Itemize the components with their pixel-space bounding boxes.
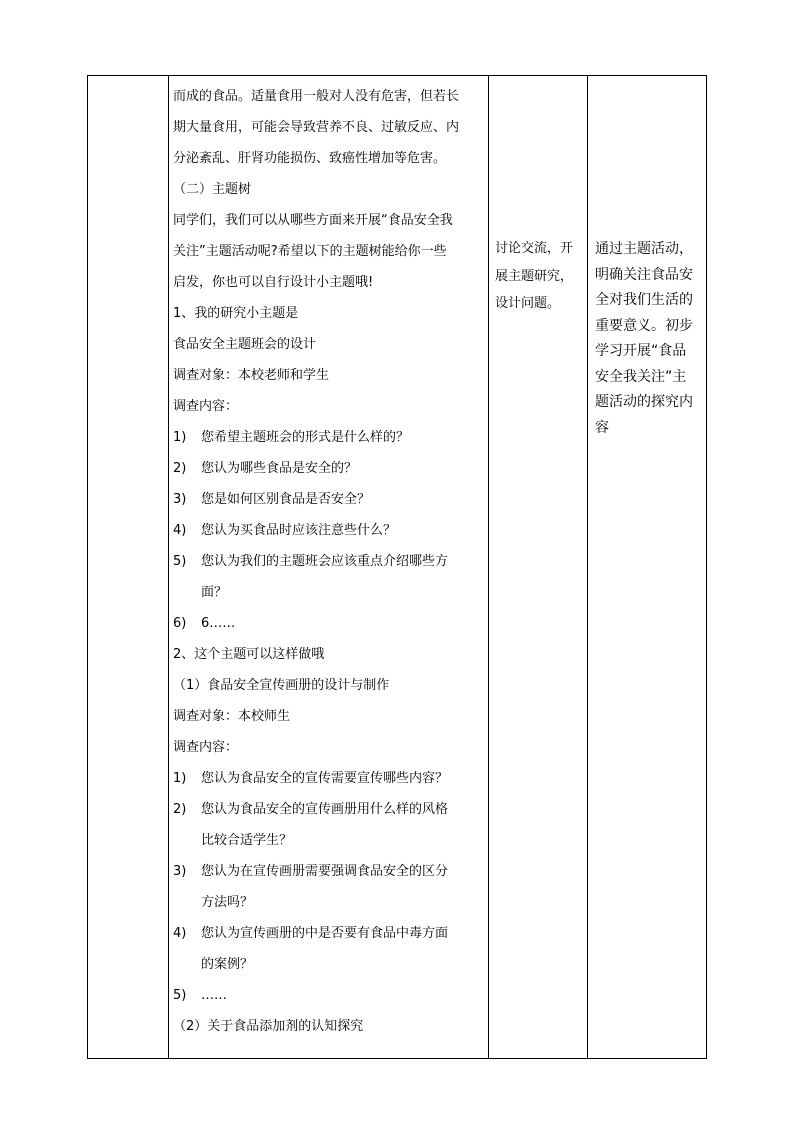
list-number: 3) [173, 864, 187, 879]
list-text: 您认为在宣传画册需要强调食品安全的区分 [201, 864, 449, 879]
text-line: 题活动的探究内 [595, 394, 693, 410]
text-line: 调查内容： [173, 740, 239, 755]
text-line: 而成的食品。适量食用一般对人没有危害，但若长 [173, 89, 460, 104]
list-text: 您认为我们的主题班会应该重点介绍哪些方 [201, 554, 449, 569]
text-line: 同学们，我们可以从哪些方面来开展“食品安全我 [173, 213, 453, 228]
text-line: 期大量食用，可能会导致营养不良、过敏反应、内 [173, 120, 460, 135]
list-item [173, 608, 487, 639]
student-activity-column [490, 75, 586, 318]
list-number: 2) [173, 802, 187, 817]
list-text: 您希望主题班会的形式是什么样的？ [201, 430, 410, 445]
text-line: 启发，你也可以自行设计小主题哦! [173, 275, 374, 290]
list-item [173, 856, 487, 887]
text-line: 全对我们生活的 [595, 292, 693, 308]
text-line: 调查对象：本校师生 [173, 709, 291, 724]
text-line: （2）关于食品添加剂的认知探究 [173, 1019, 364, 1034]
text-line: 调查对象：本校老师和学生 [173, 368, 330, 383]
list-number: 4) [173, 926, 187, 941]
list-item [173, 546, 487, 577]
list-text: 您认为买食品时应该注意些什么？ [201, 523, 397, 538]
text-line: 明确关注食品安 [595, 266, 693, 283]
list-item [173, 515, 487, 546]
list-number: 5) [173, 988, 187, 1003]
list-item [173, 484, 487, 515]
list-text: 您认为哪些食品是安全的？ [201, 461, 358, 476]
text-line: 食品安全主题班会的设计 [173, 337, 317, 352]
text-line: 设计问题。 [495, 296, 561, 311]
text-line: 通过主题活动， [595, 241, 693, 257]
text-line: 安全我关注”主 [595, 368, 687, 385]
list-item-continuation: 面？ [201, 585, 228, 600]
list-number: 2) [173, 461, 187, 476]
text-line: 学习开展“食品 [595, 343, 687, 359]
teaching-content-column [169, 75, 487, 1042]
list-item-continuation: 比较合适学生？ [201, 833, 293, 848]
list-item [173, 422, 487, 453]
list-text: 您认为宣传画册的中是否要有食品中毒方面 [201, 926, 449, 941]
list-text: 6…… [201, 616, 236, 631]
list-text: 您认为食品安全的宣传需要宣传哪些内容？ [201, 771, 449, 786]
text-line: 重要意义。初步 [595, 317, 693, 334]
list-number: 3) [173, 492, 187, 507]
list-text: 您认为食品安全的宣传画册用什么样的风格 [201, 802, 449, 817]
text-line: 容 [595, 419, 609, 436]
column-divider [488, 75, 489, 1059]
list-item [173, 453, 487, 484]
text-line: 2、这个主题可以这样做哦 [173, 647, 325, 662]
text-line: 关注”主题活动呢?希望以下的主题树能给你一些 [173, 244, 447, 259]
list-number: 1) [173, 771, 187, 786]
list-item-continuation: 的案例？ [201, 957, 254, 972]
list-text: …… [201, 988, 227, 1003]
list-number: 1) [173, 430, 187, 445]
list-number: 5) [173, 554, 187, 569]
text-line: （二）主题树 [173, 182, 252, 197]
list-item [173, 918, 487, 949]
list-item [173, 980, 487, 1011]
list-number: 4) [173, 523, 187, 538]
list-item-continuation: 方法吗？ [201, 895, 254, 910]
text-line: 讨论交流，开 [495, 241, 574, 256]
text-line: 调查内容： [173, 399, 239, 414]
list-item [173, 794, 487, 825]
list-item [173, 763, 487, 794]
text-line: （1）食品安全宣传画册的设计与制作 [173, 678, 390, 693]
text-line: 分泌紊乱、肝肾功能损伤、致癌性增加等危害。 [173, 151, 447, 166]
list-text: 您是如何区别食品是否安全？ [201, 492, 371, 507]
list-number: 6) [173, 616, 187, 631]
design-intent-column [589, 75, 705, 441]
text-line: 展主题研究， [495, 268, 574, 284]
column-divider [587, 75, 588, 1059]
text-line: 1、我的研究小主题是 [173, 306, 299, 321]
